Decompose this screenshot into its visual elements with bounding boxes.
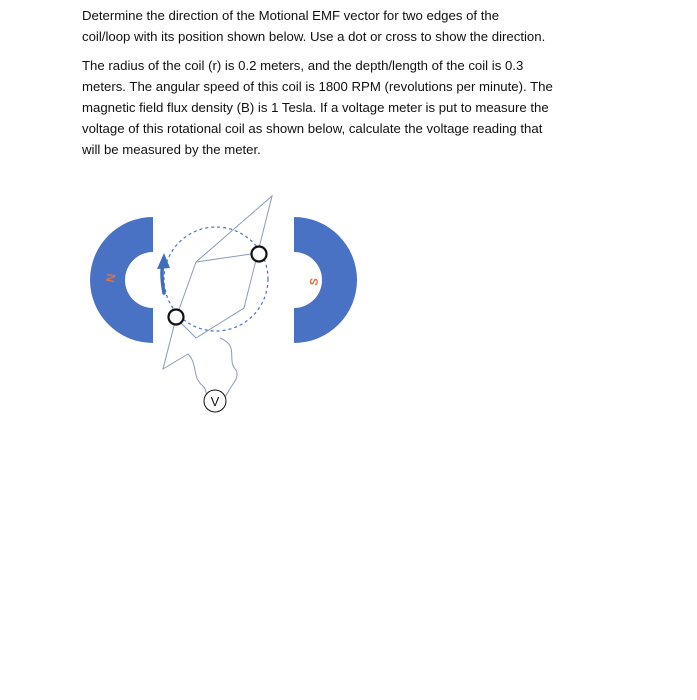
question-line: The radius of the coil (r) is 0.2 meters, and the depth/length of the coil is 0.3 <box>82 58 524 73</box>
rotation-arrowhead-icon <box>157 253 170 269</box>
north-magnet-pole <box>90 217 153 343</box>
lead-wire-right <box>220 338 237 400</box>
north-pole-label: N <box>103 272 119 284</box>
south-pole-label: S <box>308 277 322 287</box>
coil-edge-marker-top <box>252 247 267 262</box>
lead-wire-left <box>163 318 207 400</box>
question-line: magnetic field flux density (B) is 1 Tesla. If a voltage meter is put to measure the <box>82 100 549 115</box>
question-line: will be measured by the meter. <box>82 142 261 157</box>
question-line: coil/loop with its position shown below. Use a dot or cross to show the direction. <box>82 29 546 44</box>
coil-edge-marker-bottom <box>169 310 184 325</box>
question-line: meters. The angular speed of this coil is 1800 RPM (revolutions per minute). The <box>82 79 553 94</box>
question-line: Determine the direction of the Motional EMF vector for two edges of the <box>82 8 500 23</box>
coil-loop <box>176 196 272 338</box>
south-magnet-pole <box>294 217 357 343</box>
voltmeter-label: V <box>210 394 220 409</box>
question-line: voltage of this rotational coil as shown below, calculate the voltage reading that <box>82 121 543 136</box>
